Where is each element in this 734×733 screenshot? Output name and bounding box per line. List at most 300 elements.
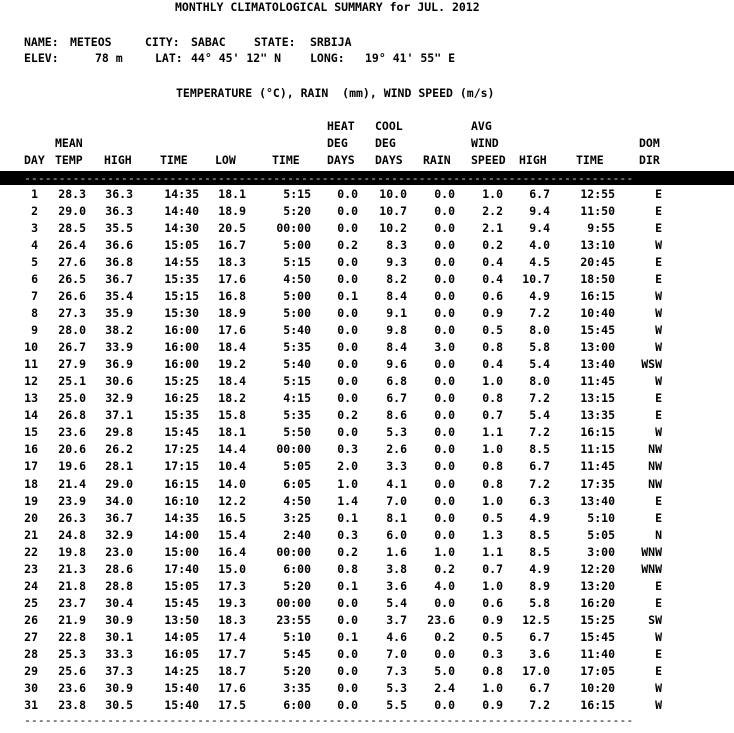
cell-dom-dir: W bbox=[655, 306, 662, 321]
cell-time-high: 15:15 bbox=[164, 289, 199, 304]
cell-cool-deg-days: 10.2 bbox=[379, 221, 407, 236]
cell-cool-deg-days: 4.1 bbox=[386, 476, 407, 491]
cell-rain: 0.0 bbox=[434, 408, 455, 423]
cell-time-low: 6:00 bbox=[283, 561, 311, 576]
cell-dom-dir: E bbox=[655, 595, 662, 610]
cell-mean-temp: 19.8 bbox=[58, 544, 86, 559]
cell-high-wind: 6.7 bbox=[529, 187, 550, 201]
cell-mean-temp: 23.6 bbox=[58, 425, 86, 440]
cell-high: 29.8 bbox=[105, 425, 133, 440]
station-long: 19° 41' 55" E bbox=[365, 51, 456, 65]
cell-dom-dir: W bbox=[655, 629, 662, 644]
cell-rain: 0.0 bbox=[434, 323, 455, 338]
cell-low: 17.4 bbox=[218, 629, 246, 644]
table-row bbox=[0, 697, 734, 714]
cell-avg-wind-speed: 0.8 bbox=[482, 340, 503, 355]
cell-mean-temp: 26.3 bbox=[58, 510, 86, 525]
cell-low: 18.7 bbox=[218, 663, 246, 678]
cell-rain: 2.4 bbox=[434, 680, 455, 695]
cell-mean-temp: 26.4 bbox=[58, 238, 86, 253]
cell-day: 15 bbox=[24, 425, 38, 440]
cell-day: 23 bbox=[24, 561, 38, 576]
cell-heat-deg-days: 0.0 bbox=[337, 680, 358, 695]
cell-time-low: 00:00 bbox=[276, 595, 311, 610]
header-time-low: TIME bbox=[272, 153, 300, 167]
cell-time-wind: 11:15 bbox=[580, 442, 615, 457]
cell-rain: 0.0 bbox=[434, 442, 455, 457]
table-row bbox=[0, 339, 734, 356]
cell-mean-temp: 25.6 bbox=[58, 663, 86, 678]
cell-rain: 0.0 bbox=[434, 306, 455, 321]
cell-low: 17.5 bbox=[218, 697, 246, 712]
cell-high-wind: 5.4 bbox=[529, 408, 550, 423]
cell-high: 36.8 bbox=[105, 255, 133, 270]
cell-high-wind: 5.8 bbox=[529, 340, 550, 355]
cell-day: 27 bbox=[24, 629, 38, 644]
table-row bbox=[0, 646, 734, 663]
cell-high-wind: 8.0 bbox=[529, 374, 550, 389]
cell-time-wind: 16:15 bbox=[580, 697, 615, 712]
cell-rain: 0.2 bbox=[434, 561, 455, 576]
cell-time-wind: 12:55 bbox=[580, 187, 615, 201]
cell-time-wind: 13:10 bbox=[580, 238, 615, 253]
cell-high-wind: 5.4 bbox=[529, 357, 550, 372]
table-row bbox=[0, 220, 734, 237]
cell-high: 30.6 bbox=[105, 374, 133, 389]
cell-low: 18.2 bbox=[218, 391, 246, 406]
cell-high: 26.2 bbox=[105, 442, 133, 457]
cell-low: 15.8 bbox=[218, 408, 246, 423]
cell-time-high: 16:15 bbox=[164, 476, 199, 491]
cell-rain: 23.6 bbox=[427, 612, 455, 627]
cell-low: 19.3 bbox=[218, 595, 246, 610]
cell-cool-deg-days: 9.3 bbox=[386, 255, 407, 270]
table-row bbox=[0, 680, 734, 697]
cell-dom-dir: W bbox=[655, 374, 662, 389]
cell-time-wind: 5:10 bbox=[587, 510, 615, 525]
cell-time-wind: 16:20 bbox=[580, 595, 615, 610]
cell-high-wind: 9.4 bbox=[529, 221, 550, 236]
cell-mean-temp: 27.6 bbox=[58, 255, 86, 270]
cell-rain: 0.0 bbox=[434, 289, 455, 304]
header-avg: AVG bbox=[471, 119, 492, 133]
cell-time-low: 5:15 bbox=[283, 255, 311, 270]
cell-day: 9 bbox=[31, 323, 38, 338]
cell-high-wind: 8.5 bbox=[529, 544, 550, 559]
cell-dom-dir: E bbox=[655, 272, 662, 287]
cell-cool-deg-days: 8.3 bbox=[386, 238, 407, 253]
cell-avg-wind-speed: 0.6 bbox=[482, 595, 503, 610]
cell-rain: 0.0 bbox=[434, 391, 455, 406]
cell-time-high: 15:05 bbox=[164, 238, 199, 253]
cell-day: 1 bbox=[31, 187, 38, 201]
cell-high: 34.0 bbox=[105, 493, 133, 508]
cell-cool-deg-days: 8.1 bbox=[386, 510, 407, 525]
cell-avg-wind-speed: 0.4 bbox=[482, 255, 503, 270]
cell-heat-deg-days: 0.3 bbox=[337, 442, 358, 457]
cell-time-wind: 3:00 bbox=[587, 544, 615, 559]
cell-time-high: 16:00 bbox=[164, 323, 199, 338]
header-mean: MEAN bbox=[55, 136, 83, 150]
cell-day: 26 bbox=[24, 612, 38, 627]
cell-day: 13 bbox=[24, 391, 38, 406]
cell-low: 14.0 bbox=[218, 476, 246, 491]
cell-day: 8 bbox=[31, 306, 38, 321]
cell-cool-deg-days: 8.2 bbox=[386, 272, 407, 287]
cell-time-wind: 17:05 bbox=[580, 663, 615, 678]
cell-high: 36.7 bbox=[105, 510, 133, 525]
cell-high: 36.3 bbox=[105, 187, 133, 201]
cell-time-wind: 18:50 bbox=[580, 272, 615, 287]
cell-rain: 0.0 bbox=[434, 476, 455, 491]
cell-mean-temp: 20.6 bbox=[58, 442, 86, 457]
cell-cool-deg-days: 5.3 bbox=[386, 680, 407, 695]
cell-day: 11 bbox=[24, 357, 38, 372]
table-row bbox=[0, 510, 734, 527]
cell-dom-dir: W bbox=[655, 697, 662, 712]
cell-dom-dir: N bbox=[655, 527, 662, 542]
cell-day: 4 bbox=[31, 238, 38, 253]
cell-high: 29.0 bbox=[105, 476, 133, 491]
cell-low: 19.2 bbox=[218, 357, 246, 372]
cell-high-wind: 4.5 bbox=[529, 255, 550, 270]
cell-heat-deg-days: 0.0 bbox=[337, 697, 358, 712]
cell-high: 30.9 bbox=[105, 680, 133, 695]
cell-heat-deg-days: 0.0 bbox=[337, 391, 358, 406]
cell-dom-dir: WNW bbox=[641, 544, 662, 559]
cell-avg-wind-speed: 0.4 bbox=[482, 357, 503, 372]
cell-day: 10 bbox=[24, 340, 38, 355]
cell-mean-temp: 19.6 bbox=[58, 459, 86, 474]
cell-heat-deg-days: 0.3 bbox=[337, 527, 358, 542]
cell-cool-deg-days: 6.8 bbox=[386, 374, 407, 389]
cell-mean-temp: 21.9 bbox=[58, 612, 86, 627]
cell-avg-wind-speed: 0.5 bbox=[482, 510, 503, 525]
cell-time-high: 16:05 bbox=[164, 646, 199, 661]
cell-heat-deg-days: 0.0 bbox=[337, 646, 358, 661]
cell-high-wind: 17.0 bbox=[522, 663, 550, 678]
cell-dom-dir: W bbox=[655, 425, 662, 440]
cell-time-low: 5:05 bbox=[283, 459, 311, 474]
cell-time-high: 15:45 bbox=[164, 595, 199, 610]
station-name: METEOS bbox=[70, 35, 112, 49]
cell-time-high: 14:30 bbox=[164, 221, 199, 236]
cell-time-high: 16:25 bbox=[164, 391, 199, 406]
cell-high-wind: 4.0 bbox=[529, 238, 550, 253]
cell-high: 23.0 bbox=[105, 544, 133, 559]
cell-dom-dir: W bbox=[655, 323, 662, 338]
cell-high: 36.6 bbox=[105, 238, 133, 253]
cell-dom-dir: E bbox=[655, 663, 662, 678]
cell-avg-wind-speed: 1.0 bbox=[482, 578, 503, 593]
cell-day: 14 bbox=[24, 408, 38, 423]
cell-cool-deg-days: 2.6 bbox=[386, 442, 407, 457]
cell-rain: 0.0 bbox=[434, 697, 455, 712]
cell-dom-dir: E bbox=[655, 391, 662, 406]
cell-high: 33.3 bbox=[105, 646, 133, 661]
cell-time-wind: 13:15 bbox=[580, 391, 615, 406]
cell-low: 17.6 bbox=[218, 323, 246, 338]
header-high: HIGH bbox=[104, 153, 132, 167]
cell-cool-deg-days: 5.3 bbox=[386, 425, 407, 440]
table-row bbox=[0, 595, 734, 612]
cell-mean-temp: 26.7 bbox=[58, 340, 86, 355]
cell-time-low: 5:20 bbox=[283, 663, 311, 678]
cell-time-high: 14:35 bbox=[164, 187, 199, 201]
cell-mean-temp: 21.8 bbox=[58, 578, 86, 593]
cell-cool-deg-days: 10.0 bbox=[379, 187, 407, 201]
cell-mean-temp: 28.5 bbox=[58, 221, 86, 236]
cell-time-wind: 12:20 bbox=[580, 561, 615, 576]
header-days-heat: DAYS bbox=[327, 153, 355, 167]
cell-low: 18.4 bbox=[218, 374, 246, 389]
cell-time-high: 15:45 bbox=[164, 425, 199, 440]
cell-high: 36.9 bbox=[105, 357, 133, 372]
cell-high: 36.3 bbox=[105, 204, 133, 219]
cell-high-wind: 7.2 bbox=[529, 697, 550, 712]
cell-cool-deg-days: 9.8 bbox=[386, 323, 407, 338]
cell-cool-deg-days: 3.6 bbox=[386, 578, 407, 593]
table-row bbox=[0, 458, 734, 475]
cell-time-high: 15:05 bbox=[164, 578, 199, 593]
cell-time-low: 4:15 bbox=[283, 391, 311, 406]
table-row bbox=[0, 578, 734, 595]
cell-time-high: 14:00 bbox=[164, 527, 199, 542]
cell-cool-deg-days: 7.0 bbox=[386, 646, 407, 661]
cell-time-low: 5:20 bbox=[283, 204, 311, 219]
cell-heat-deg-days: 0.1 bbox=[337, 578, 358, 593]
elev-label: ELEV: bbox=[24, 51, 59, 65]
cell-time-wind: 20:45 bbox=[580, 255, 615, 270]
cell-time-low: 5:15 bbox=[283, 187, 311, 201]
cell-dom-dir: W bbox=[655, 340, 662, 355]
cell-time-high: 15:35 bbox=[164, 408, 199, 423]
cell-heat-deg-days: 0.0 bbox=[337, 374, 358, 389]
cell-high-wind: 6.7 bbox=[529, 629, 550, 644]
cell-mean-temp: 27.9 bbox=[58, 357, 86, 372]
cell-cool-deg-days: 5.4 bbox=[386, 595, 407, 610]
cell-day: 7 bbox=[31, 289, 38, 304]
cell-time-high: 16:10 bbox=[164, 493, 199, 508]
cell-high: 28.6 bbox=[105, 561, 133, 576]
cell-high: 33.9 bbox=[105, 340, 133, 355]
cell-high: 37.3 bbox=[105, 663, 133, 678]
cell-time-wind: 16:15 bbox=[580, 425, 615, 440]
cell-day: 3 bbox=[31, 221, 38, 236]
cell-heat-deg-days: 0.2 bbox=[337, 408, 358, 423]
cell-dom-dir: NW bbox=[648, 442, 662, 457]
cell-high: 30.9 bbox=[105, 612, 133, 627]
table-row bbox=[0, 424, 734, 441]
header-rain: RAIN bbox=[423, 153, 451, 167]
cell-heat-deg-days: 0.0 bbox=[337, 595, 358, 610]
table-row bbox=[0, 254, 734, 271]
cell-avg-wind-speed: 1.1 bbox=[482, 544, 503, 559]
cell-cool-deg-days: 6.0 bbox=[386, 527, 407, 542]
cell-time-low: 5:45 bbox=[283, 646, 311, 661]
bottom-separator: ---------------------------------------------------------------------------------------- bbox=[24, 713, 634, 727]
station-city: SABAC bbox=[191, 35, 226, 49]
cell-cool-deg-days: 4.6 bbox=[386, 629, 407, 644]
table-row bbox=[0, 186, 734, 203]
cell-avg-wind-speed: 0.9 bbox=[482, 306, 503, 321]
cell-time-high: 14:25 bbox=[164, 663, 199, 678]
cell-mean-temp: 21.4 bbox=[58, 476, 86, 491]
cell-heat-deg-days: 0.0 bbox=[337, 612, 358, 627]
cell-avg-wind-speed: 2.1 bbox=[482, 221, 503, 236]
cell-time-low: 5:50 bbox=[283, 425, 311, 440]
cell-time-wind: 15:25 bbox=[580, 612, 615, 627]
cell-time-low: 6:00 bbox=[283, 697, 311, 712]
lat-label: LAT: bbox=[155, 51, 183, 65]
cell-dom-dir: E bbox=[655, 255, 662, 270]
cell-low: 18.9 bbox=[218, 204, 246, 219]
cell-day: 18 bbox=[24, 476, 38, 491]
cell-time-wind: 11:40 bbox=[580, 646, 615, 661]
cell-low: 16.7 bbox=[218, 238, 246, 253]
cell-rain: 0.2 bbox=[434, 629, 455, 644]
cell-time-low: 00:00 bbox=[276, 442, 311, 457]
cell-cool-deg-days: 5.5 bbox=[386, 697, 407, 712]
cell-time-wind: 13:20 bbox=[580, 578, 615, 593]
cell-mean-temp: 21.3 bbox=[58, 561, 86, 576]
cell-avg-wind-speed: 0.8 bbox=[482, 459, 503, 474]
cell-low: 17.6 bbox=[218, 272, 246, 287]
table-row bbox=[0, 527, 734, 544]
cell-avg-wind-speed: 0.5 bbox=[482, 323, 503, 338]
cell-mean-temp: 28.0 bbox=[58, 323, 86, 338]
cell-high-wind: 6.7 bbox=[529, 459, 550, 474]
header-heat: HEAT bbox=[327, 119, 355, 133]
cell-dom-dir: E bbox=[655, 187, 662, 201]
cell-time-high: 15:30 bbox=[164, 306, 199, 321]
cell-rain: 0.0 bbox=[434, 493, 455, 508]
cell-low: 18.3 bbox=[218, 612, 246, 627]
cell-heat-deg-days: 1.4 bbox=[337, 493, 358, 508]
cell-high: 35.4 bbox=[105, 289, 133, 304]
cell-time-low: 5:35 bbox=[283, 408, 311, 423]
cell-high-wind: 4.9 bbox=[529, 561, 550, 576]
cell-avg-wind-speed: 0.8 bbox=[482, 391, 503, 406]
table-row bbox=[0, 288, 734, 305]
cell-dom-dir: WSW bbox=[641, 357, 662, 372]
name-label: NAME: bbox=[24, 35, 59, 49]
cell-heat-deg-days: 0.1 bbox=[337, 510, 358, 525]
table-row bbox=[0, 561, 734, 578]
cell-high: 37.1 bbox=[105, 408, 133, 423]
cell-heat-deg-days: 0.0 bbox=[337, 323, 358, 338]
cell-cool-deg-days: 9.1 bbox=[386, 306, 407, 321]
cell-mean-temp: 23.8 bbox=[58, 697, 86, 712]
cell-dom-dir: NW bbox=[648, 476, 662, 491]
cell-mean-temp: 25.3 bbox=[58, 646, 86, 661]
cell-time-wind: 13:40 bbox=[580, 493, 615, 508]
cell-avg-wind-speed: 0.5 bbox=[482, 629, 503, 644]
cell-mean-temp: 22.8 bbox=[58, 629, 86, 644]
cell-rain: 5.0 bbox=[434, 663, 455, 678]
header-time-high: TIME bbox=[160, 153, 188, 167]
cell-dom-dir: E bbox=[655, 578, 662, 593]
station-elev: 78 m bbox=[95, 51, 123, 65]
cell-heat-deg-days: 0.0 bbox=[337, 340, 358, 355]
cell-high: 38.2 bbox=[105, 323, 133, 338]
cell-avg-wind-speed: 0.6 bbox=[482, 289, 503, 304]
cell-mean-temp: 28.3 bbox=[58, 187, 86, 201]
cell-heat-deg-days: 0.0 bbox=[337, 204, 358, 219]
cell-rain: 0.0 bbox=[434, 595, 455, 610]
cell-high: 30.4 bbox=[105, 595, 133, 610]
cell-high-wind: 7.2 bbox=[529, 391, 550, 406]
cell-heat-deg-days: 0.0 bbox=[337, 663, 358, 678]
cell-time-wind: 13:35 bbox=[580, 408, 615, 423]
cell-rain: 0.0 bbox=[434, 272, 455, 287]
cell-cool-deg-days: 6.7 bbox=[386, 391, 407, 406]
table-row bbox=[0, 356, 734, 373]
cell-time-wind: 15:45 bbox=[580, 629, 615, 644]
cell-high-wind: 8.0 bbox=[529, 323, 550, 338]
header-dir: DIR bbox=[639, 153, 660, 167]
station-state: SRBIJA bbox=[310, 35, 352, 49]
cell-high-wind: 7.2 bbox=[529, 476, 550, 491]
cell-mean-temp: 25.1 bbox=[58, 374, 86, 389]
cell-heat-deg-days: 0.0 bbox=[337, 272, 358, 287]
cell-rain: 4.0 bbox=[434, 578, 455, 593]
cell-avg-wind-speed: 0.2 bbox=[482, 238, 503, 253]
cell-time-low: 6:05 bbox=[283, 476, 311, 491]
cell-rain: 1.0 bbox=[434, 544, 455, 559]
table-row bbox=[0, 322, 734, 339]
cell-avg-wind-speed: 0.8 bbox=[482, 476, 503, 491]
cell-avg-wind-speed: 0.9 bbox=[482, 612, 503, 627]
cell-heat-deg-days: 0.0 bbox=[337, 306, 358, 321]
header-deg-heat: DEG bbox=[327, 136, 348, 150]
cell-time-low: 23:55 bbox=[276, 612, 311, 627]
cell-cool-deg-days: 9.6 bbox=[386, 357, 407, 372]
cell-mean-temp: 26.5 bbox=[58, 272, 86, 287]
cell-time-wind: 17:35 bbox=[580, 476, 615, 491]
cell-heat-deg-days: 0.1 bbox=[337, 289, 358, 304]
cell-dom-dir: WNW bbox=[641, 561, 662, 576]
cell-time-high: 14:55 bbox=[164, 255, 199, 270]
cell-avg-wind-speed: 2.2 bbox=[482, 204, 503, 219]
cell-cool-deg-days: 10.7 bbox=[379, 204, 407, 219]
cell-time-low: 5:00 bbox=[283, 306, 311, 321]
cell-rain: 0.0 bbox=[434, 221, 455, 236]
table-row bbox=[0, 629, 734, 646]
cell-day: 16 bbox=[24, 442, 38, 457]
cell-low: 16.5 bbox=[218, 510, 246, 525]
cell-heat-deg-days: 0.0 bbox=[337, 357, 358, 372]
cell-avg-wind-speed: 0.3 bbox=[482, 646, 503, 661]
header-high-wind: HIGH bbox=[519, 153, 547, 167]
cell-high: 32.9 bbox=[105, 391, 133, 406]
cell-time-high: 14:05 bbox=[164, 629, 199, 644]
cell-rain: 0.0 bbox=[434, 255, 455, 270]
cell-avg-wind-speed: 1.0 bbox=[482, 374, 503, 389]
cell-rain: 0.0 bbox=[434, 459, 455, 474]
header-separator-bar bbox=[0, 171, 734, 185]
cell-low: 18.9 bbox=[218, 306, 246, 321]
cell-day: 25 bbox=[24, 595, 38, 610]
header-cool: COOL bbox=[375, 119, 403, 133]
cell-low: 17.6 bbox=[218, 680, 246, 695]
cell-high-wind: 8.9 bbox=[529, 578, 550, 593]
cell-low: 15.4 bbox=[218, 527, 246, 542]
cell-mean-temp: 24.8 bbox=[58, 527, 86, 542]
cell-avg-wind-speed: 1.0 bbox=[482, 187, 503, 201]
cell-heat-deg-days: 1.0 bbox=[337, 476, 358, 491]
cell-cool-deg-days: 8.4 bbox=[386, 340, 407, 355]
